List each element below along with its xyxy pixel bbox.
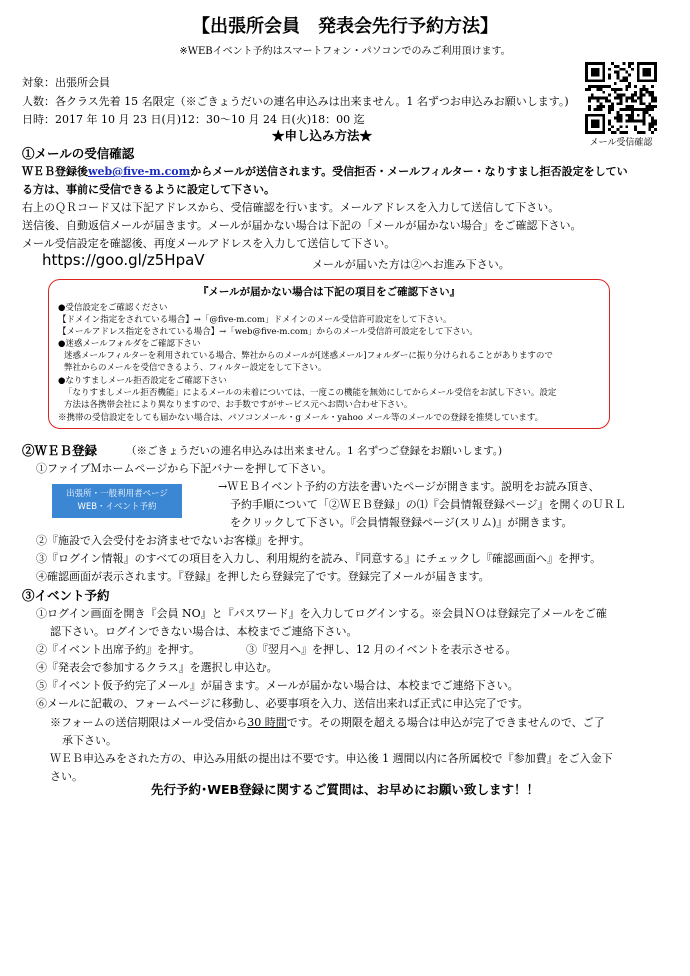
- notice-line: ●迷惑メールフォルダをご確認下さい: [58, 339, 201, 349]
- availability-note: ※WEBイベント予約はスマートフォン・パソコンでのみご利用頂けます。: [179, 46, 511, 57]
- deadline-note-line2: 承下さい。: [62, 734, 117, 747]
- section1-line4: 送信後、自動返信メールが届きます。メールが届かない場合は下記の「メールが届かない場合」をご確認下さい。: [22, 219, 582, 232]
- section1-line5: メール受信設定を確認後、再度メールアドレスを入力して送信して下さい。: [22, 237, 396, 250]
- notice-box-title: 『メールが届かない場合は下記の項目をご確認下さい』: [197, 286, 461, 298]
- method-heading: ★申し込み方法★: [272, 128, 373, 143]
- section1-line2: る方は、事前に受信できるように設定して下さい。: [22, 183, 275, 196]
- qr-code[interactable]: [585, 62, 657, 134]
- section1-line1: ＷＥＢ登録後web@five-m.comからメールが送信されます。受信拒否・メールフィルター・なりすまし拒否設定をしてい: [22, 165, 628, 178]
- deadline-hours: 30 時間: [247, 716, 287, 729]
- notice-line: 方法は各携帯会社により異なりますので、お手数ですがサービス元へお問い合わせ下さい。: [64, 400, 413, 410]
- section2-heading-note: （※ごきょうだいの連名申込みは出来ません。1 名ずつご登録をお願いします。): [126, 445, 503, 457]
- section3-step6: ⑥メールに記載の、フォームページに移動し、必要事項を入力、送信出来れば正式に申込完了です。: [36, 697, 529, 710]
- notice-line: ※携帯の受信設定をしても届かない場合は、パソコンメール・g メール・yahoo メール等のメールでの登録を推奨しています。: [58, 413, 544, 423]
- section2-desc1: →ＷＥＢイベント予約の方法を書いたページが開きます。説明をお読み頂き、: [218, 480, 600, 493]
- section3-step1a: ①ログイン画面を開き『会員 NO』と『パスワード』を入力してログインする。※会員ＮＯは登録完了メールをご確: [36, 607, 607, 620]
- qr-label: メール受信確認: [589, 138, 653, 148]
- info-capacity: 人数：各クラス先着 15 名限定（※ごきょうだいの連名申込みは出来ません。1 名ずつお申込みお願いします。): [22, 95, 569, 108]
- section2-desc2: 予約手順について「②ＷＥＢ登録」の⑴『会員情報登録ページ』を開くのＵＲＬ: [230, 498, 626, 511]
- section3-step5: ⑤『イベント仮予約完了メール』が届きます。メールが届かない場合は、本校までご連絡下さい。: [36, 679, 519, 692]
- notice-line: 「なりすましメール拒否機能」によるメールの未着については、一度この機能を無効にしてからメール受信をお試し下さい。設定: [64, 388, 557, 398]
- deadline-note: ※フォームの送信期限はメール受信から30 時間です。その期限を超える場合は申込が完了できませんので、ご了: [50, 716, 605, 729]
- confirm-url-link[interactable]: https://goo.gl/z5HpaV: [42, 251, 205, 269]
- banner-line2: WEB・イベント予約: [77, 502, 157, 512]
- web-note-line2: さい。: [50, 770, 83, 783]
- section2-step4: ④確認画面が表示されます。『登録』を押したら登録完了です。登録完了メールが届きます。: [36, 570, 490, 583]
- section3-step1b: 認下さい。ログインできない場合は、本校までご連絡下さい。: [50, 625, 358, 638]
- email-link[interactable]: web@five-m.com: [88, 165, 191, 178]
- section2-step2: ②『施設で入会受付をお済ませでないお客様』を押す。: [36, 534, 311, 547]
- web-reservation-banner[interactable]: [52, 484, 182, 518]
- section2-step3: ③『ログイン情報』のすべての項目を入力し、利用規約を読み、『同意する』にチェックし『確認画面へ』を押す。: [36, 552, 602, 565]
- url-note: メールが届いた方は②へお進み下さい。: [312, 258, 510, 271]
- section3-step4: ④『発表会で参加するクラス』を選択し申込む。: [36, 661, 278, 674]
- closing-message: 先行予約･WEB登録に関するご質問は、お早めにお願い致します！！: [150, 782, 540, 797]
- section2-step1: ①ファイブＭホームページから下記バナーを押して下さい。: [36, 462, 333, 475]
- notice-line: 弊社からのメールを受信できるよう、フィルター設定をして下さい。: [64, 363, 327, 373]
- info-target: 対象：出張所会員: [22, 76, 110, 89]
- notice-line: 【ドメイン指定をされている場合】→「@five-m.com」ドメインのメール受信許可設定をして下さい。: [58, 315, 452, 325]
- notice-line: 【メールアドレス指定をされている場合】→「web@five-m.com」からのメール受信許可設定をして下さい。: [58, 327, 478, 337]
- notice-line: 迷惑メールフィルターを利用されている場合、弊社からのメールが[迷惑メール]フォルダーに振り分けられることがありますので: [64, 351, 553, 361]
- section3-heading: ③イベント予約: [22, 588, 110, 603]
- section2-heading: ②ＷＥＢ登録: [22, 443, 98, 458]
- info-datetime: 日時：2017 年 10 月 23 日(月)12：30〜10 月 24 日(火)18：00 迄: [22, 113, 365, 126]
- section1-heading: ①メールの受信確認: [22, 146, 135, 161]
- notice-line: ●受信設定をご確認ください: [58, 303, 168, 313]
- notice-line: ●なりすましメール拒否設定をご確認下さい: [58, 376, 227, 386]
- section1-line3: 右上のＱＲコード又は下記アドレスから、受信確認を行います。メールアドレスを入力して送信して下さい。: [22, 201, 560, 214]
- page-title: 【出張所会員 発表会先行予約方法】: [192, 16, 498, 37]
- section3-step2: ②『イベント出席予約』を押す。: [36, 643, 201, 656]
- section2-desc3: をクリックして下さい。『会員情報登録ページ(スリム)』が開きます。: [230, 516, 573, 529]
- section3-step3: ③『翌月へ』を押し、12 月のイベントを表示させる。: [246, 643, 517, 656]
- banner-line1: 出張所・一般利用者ページ: [66, 489, 168, 499]
- web-note-line1: ＷＥＢ申込みをされた方の、申込み用紙の提出は不要です。申込後 1 週間以内に各所属校で『参加費』をご入金下: [50, 752, 613, 765]
